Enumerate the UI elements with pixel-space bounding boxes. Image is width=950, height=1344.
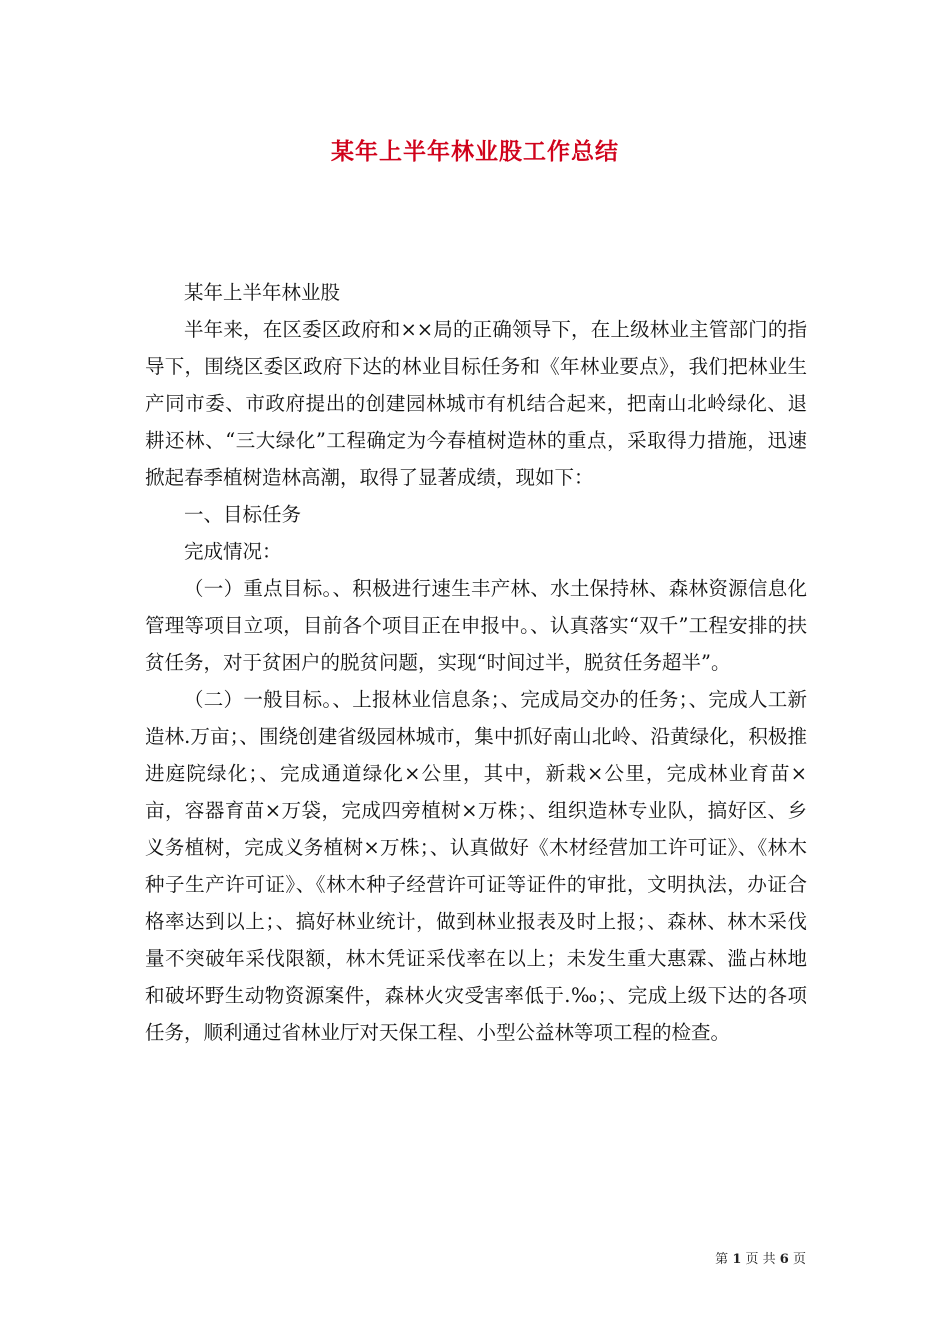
paragraph-general-targets: （二）一般目标。、上报林业信息条；、完成局交办的任务；、完成人工新造林.万亩；、围绕创建省级园林城市，集中抓好南山北岭、沿黄绿化，积极推进庭院绿化；、完成通道绿化×公里，其中，新栽×公里，完成林业育苗×亩，容器育苗×万袋，完成四旁植树×万株；、组织造林专业队，搞好区、乡义务植树，完成义务植树×万株；、认真做好《木材经营加工许可证》、《林木种子生产许可证》、《林木种子经营许可证等证件的审批，文明执法，办证合格率达到以上；、搞好林业统计，做到林业报表及时上报；、森林、林木采伐量不突破年采伐限额，林木凭证采伐率在以上；未发生重大惠霖、滥占林地和破坏野生动物资源案件，森林火灾受害率低于.‰；、完成上级下达的各项任务，顺利通过省林业厅对天保工程、小型公益林等项工程的检查。 (145, 688, 807, 1044)
page-label-prefix: 第 (715, 1252, 729, 1267)
page-label-suffix: 页 (792, 1252, 806, 1267)
paragraph-key-targets: （一）重点目标。、积极进行速生丰产林、水土保持林、森林资源信息化管理等项目立项，目前各个项目正在申报中。、认真落实“双千”工程安排的扶贫任务，对于贫困户的脱贫问题，实现“时间过半，脱贫任务超半”。 (145, 577, 807, 674)
subheading-completion: 完成情况： (184, 540, 282, 563)
document-body (145, 274, 807, 1051)
document-title: 某年上半年林业股工作总结 (331, 138, 619, 165)
section-heading-targets: 一、目标任务 (184, 503, 302, 526)
paragraph-intro: 半年来，在区委区政府和××局的正确领导下，在上级林业主管部门的指导下，围绕区委区政府下达的林业目标任务和《年林业要点》，我们把林业生产同市委、市政府提出的创建园林城市有机结合起来，把南山北岭绿化、退耕还林、“三大绿化”工程确定为今春植树造林的重点，采取得力措施，迅速掀起春季植树造林高潮，取得了显著成绩，现如下： (145, 318, 807, 489)
page-label-middle: 页 共 (745, 1252, 776, 1267)
paragraph-heading: 某年上半年林业股 (184, 281, 341, 304)
page-footer (0, 1248, 806, 1267)
page-current: 1 (732, 1252, 742, 1267)
page-total: 6 (779, 1252, 789, 1267)
